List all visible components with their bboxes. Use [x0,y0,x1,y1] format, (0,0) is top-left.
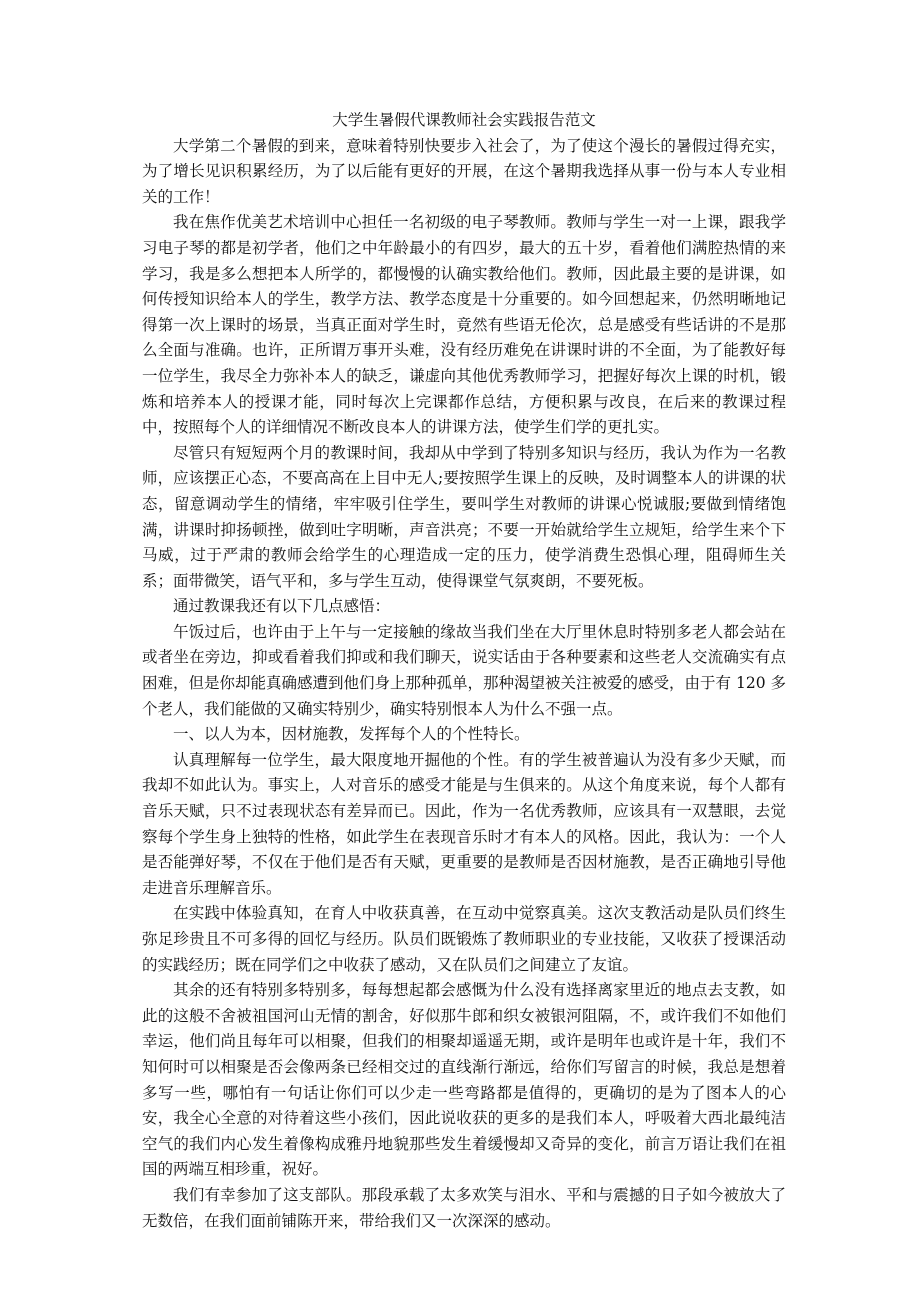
paragraph-8: 在实践中体验真知，在育人中收获真善，在互动中觉察真美。这次支教活动是队员们终生弥足珍贵且不可多得的回忆与经历。队员们既锻炼了教师职业的专业技能，又收获了授课活动的实践经历；既在同学们之中收获了感动，又在队员们之间建立了友谊。 [142,904,786,974]
paragraph-7: 认真理解每一位学生，最大限度地开掘他的个性。有的学生被普遍认为没有多少天赋，而我却不如此认为。事实上，人对音乐的感受才能是与生俱来的。从这个角度来说，每个人都有音乐天赋，只不过表现状态有差异而已。因此，作为一名优秀教师，应该具有一双慧眼，去觉察每个学生身上独特的性格，如此学生在表现音乐时才有本人的风格。因此，我认为：一个人是否能弹好琴，不仅在于他们是否有天赋，更重要的是教师是否因材施教，是否正确地引导他走进音乐理解音乐。 [142,750,786,897]
paragraph-1: 大学第二个暑假的到来，意味着特别快要步入社会了，为了使这个漫长的暑假过得充实，为了增长见识积累经历，为了以后能有更好的开展，在这个暑期我选择从事一份与本人专业相关的工作！ [142,136,786,206]
paragraph-6: 一、以人为本，因材施教，发挥每个人的个性特长。 [173,725,530,744]
paragraph-9: 其余的还有特别多特别多，每每想起都会感慨为什么没有选择离家里近的地点去支教，如此的这般不舍被祖国河山无情的割舍，好似那牛郎和织女被银河阻隔，不，或许我们不如他们幸运，他们尚且每年可以相聚，但我们的相聚却遥遥无期，或许是明年也或许是十年，我们不知何时可以相聚是否会像两条已经相交过的直线渐行渐远，给你们写留言的时候，我总是想着多写一些，哪怕有一句话让你们可以少走一些弯路都是值得的，更确切的是为了图本人的心安，我全心全意的对待着这些小孩们，因此说收获的更多的是我们本人，呼吸着大西北最纯洁空气的我们内心发生着像构成雅丹地貌那些发生着缓慢却又奇异的变化，前言万语让我们在祖国的两端互相珍重，祝好。 [142,981,786,1179]
document-body [142,108,786,1234]
document-title: 大学生暑假代课教师社会实践报告范文 [332,111,596,129]
paragraph-5: 午饭过后，也许由于上午与一定接触的缘故当我们坐在大厅里休息时特别多老人都会站在或者坐在旁边，抑或看着我们抑或和我们聊天，说实话由于各种要素和这些老人交流确实有点困难，但是你却能真确感遭到他们身上那种孤单，那种渴望被关注被爱的感受，由于有 120 多个老人，我们能做的又确实特别少，确实特别恨本人为什么不强一点。 [142,622,786,718]
paragraph-10: 我们有幸参加了这支部队。那段承载了太多欢笑与泪水、平和与震撼的日子如今被放大了无数倍，在我们面前铺陈开来，带给我们又一次深深的感动。 [142,1185,786,1230]
paragraph-3: 尽管只有短短两个月的教课时间，我却从中学到了特别多知识与经历，我认为作为一名教师，应该摆正心态，不要高高在上目中无人;要按照学生课上的反映，及时调整本人的讲课的状态，留意调动学生的情绪，牢牢吸引住学生，要叫学生对教师的讲课心悦诚服;要做到情绪饱满，讲课时抑扬顿挫，做到吐字明晰，声音洪亮；不要一开始就给学生立规矩，给学生来个下马威，过于严肃的教师会给学生的心理造成一定的压力，使学消费生恐惧心理，阻碍师生关系；面带微笑，语气平和，多与学生互动，使得课堂气氛爽朗，不要死板。 [142,443,786,590]
paragraph-4: 通过教课我还有以下几点感悟： [173,597,391,616]
paragraph-2: 我在焦作优美艺术培训中心担任一名初级的电子琴教师。教师与学生一对一上课，跟我学习电子琴的都是初学者，他们之中年龄最小的有四岁，最大的五十岁，看着他们满腔热情的来学习，我是多么想把本人所学的，都慢慢的认确实教给他们。教师，因此最主要的是讲课，如何传授知识给本人的学生，教学方法、教学态度是十分重要的。如今回想起来，仍然明晰地记得第一次上课时的场景，当真正面对学生时，竟然有些语无伦次，总是感受有些话讲的不是那么全面与准确。也许，正所谓万事开头难，没有经历难免在讲课时讲的不全面，为了能教好每一位学生，我尽全力弥补本人的缺乏，谦虚向其他优秀教师学习，把握好每次上课的时机，锻炼和培养本人的授课才能，同时每次上完课都作总结，方便积累与改良，在后来的教课过程中，按照每个人的详细情况不断改良本人的讲课方法，使学生们学的更扎实。 [142,213,786,437]
